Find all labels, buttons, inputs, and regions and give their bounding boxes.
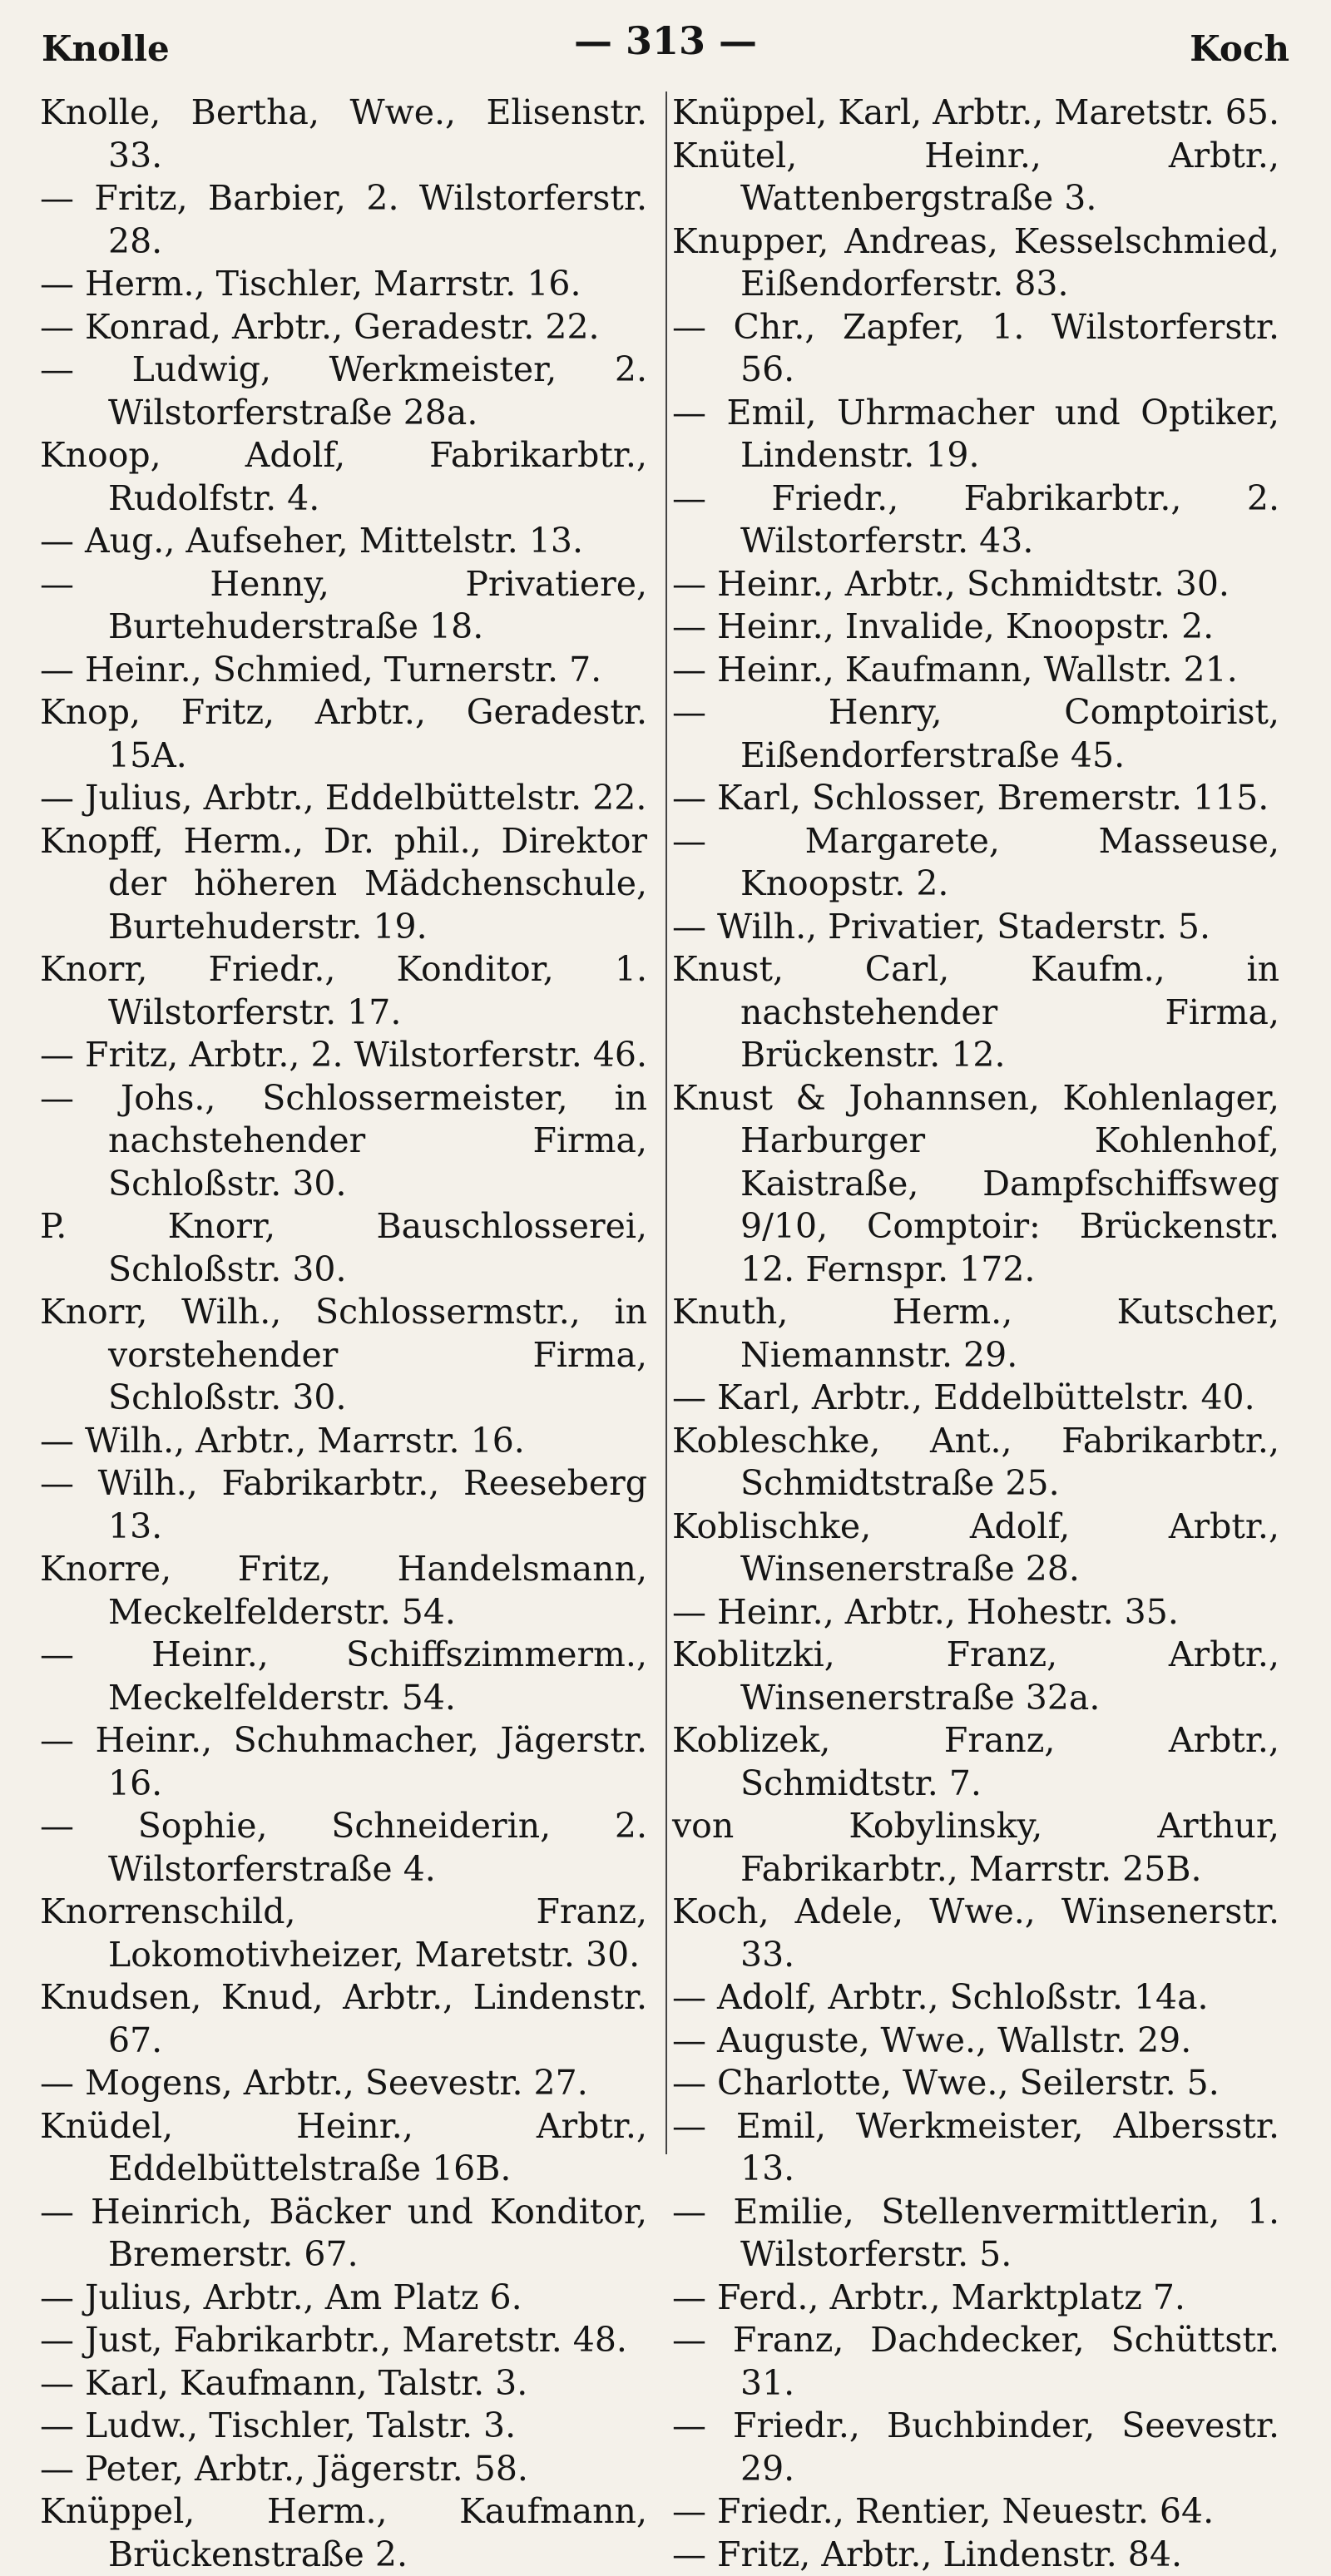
directory-entry: — Wilh., Fabrikarbtr., Reeseberg 13.	[40, 1462, 647, 1548]
directory-entry: Knudsen, Knud, Arbtr., Lindenstr. 67.	[40, 1976, 647, 2062]
directory-entry: Koblizek, Franz, Arbtr., Schmidtstr. 7.	[672, 1719, 1279, 1805]
directory-entry: — Emilie, Stellenvermittlerin, 1. Wilstorferstr. 5.	[672, 2191, 1279, 2277]
directory-entry: — Henry, Comptoirist, Eißendorferstraße 45.	[672, 691, 1279, 777]
directory-entry: — Julius, Arbtr., Eddelbüttelstr. 22.	[40, 777, 647, 820]
directory-entry: — Wilh., Privatier, Staderstr. 5.	[672, 906, 1279, 949]
directory-entry: Knopff, Herm., Dr. phil., Direktor der höheren Mädchenschule, Burtehuderstr. 19.	[40, 820, 647, 949]
directory-entry: — Konrad, Arbtr., Geradestr. 22.	[40, 306, 647, 349]
directory-entry: Knupper, Andreas, Kesselschmied, Eißendorferstr. 83.	[672, 220, 1279, 306]
directory-entry: — Chr., Zapfer, 1. Wilstorferstr. 56.	[672, 306, 1279, 392]
directory-entry: — Auguste, Wwe., Wallstr. 29.	[672, 2020, 1279, 2063]
directory-entry: — Heinr., Arbtr., Schmidtstr. 30.	[672, 563, 1279, 606]
directory-entry: — Friedr., Buchbinder, Seevestr. 29.	[672, 2405, 1279, 2490]
directory-entry: Kobleschke, Ant., Fabrikarbtr., Schmidtstraße 25.	[672, 1420, 1279, 1506]
directory-entry: — Emil, Werkmeister, Albersstr. 13.	[672, 2105, 1279, 2191]
directory-entry: — Ludw., Tischler, Talstr. 3.	[40, 2405, 647, 2448]
directory-entry: Knorr, Friedr., Konditor, 1. Wilstorferstr. 17.	[40, 948, 647, 1034]
directory-entry: — Heinrich, Bäcker und Konditor, Bremerstr. 67.	[40, 2191, 647, 2277]
directory-entry: — Henny, Privatiere, Burtehuderstraße 18.	[40, 563, 647, 649]
directory-entry: — Heinr., Schuhmacher, Jägerstr. 16.	[40, 1719, 647, 1805]
directory-entry: — Franz, Dachdecker, Schüttstr. 31.	[672, 2319, 1279, 2405]
directory-entry: P. Knorr, Bauschlosserei, Schloßstr. 30.	[40, 1205, 647, 1291]
directory-entry: Knolle, Bertha, Wwe., Elisenstr. 33.	[40, 91, 647, 177]
header-right-catchword: Koch	[1190, 28, 1289, 69]
page-number: — 313 —	[42, 18, 1289, 63]
directory-entry: — Heinr., Invalide, Knoopstr. 2.	[672, 606, 1279, 649]
directory-entry: — Heinr., Arbtr., Hohestr. 35.	[672, 1591, 1279, 1634]
directory-entry: — Just, Fabrikarbtr., Maretstr. 48.	[40, 2319, 647, 2362]
directory-entry: — Fritz, Barbier, 2. Wilstorferstr. 28.	[40, 177, 647, 263]
directory-entry: Koblischke, Adolf, Arbtr., Winsenerstraße 28.	[672, 1506, 1279, 1591]
directory-entry: Knorrenschild, Franz, Lokomotivheizer, Maretstr. 30.	[40, 1891, 647, 1976]
directory-entry: Koch, Adele, Wwe., Winsenerstr. 33.	[672, 1891, 1279, 1976]
directory-entry: — Heinr., Schmied, Turnerstr. 7.	[40, 649, 647, 692]
directory-entry: — Fritz, Arbtr., Lindenstr. 84.	[672, 2534, 1279, 2576]
directory-entry: Knüppel, Karl, Arbtr., Maretstr. 65.	[672, 91, 1279, 135]
directory-entry: — Heinr., Schiffszimmerm., Meckelfelderstr. 54.	[40, 1634, 647, 1719]
directory-entry: Knüppel, Herm., Kaufmann, Brückenstraße 2.	[40, 2490, 647, 2576]
directory-entry: Knoop, Adolf, Fabrikarbtr., Rudolfstr. 4.	[40, 434, 647, 520]
directory-entry: — Friedr., Fabrikarbtr., 2. Wilstorferstr. 43.	[672, 477, 1279, 563]
directory-entry: Knust, Carl, Kaufm., in nachstehender Firma, Brückenstr. 12.	[672, 948, 1279, 1077]
page-header	[42, 18, 1289, 77]
directory-entry: — Karl, Schlosser, Bremerstr. 115.	[672, 777, 1279, 820]
directory-entry: — Emil, Uhrmacher und Optiker, Lindenstr. 19.	[672, 392, 1279, 477]
directory-entry: — Sophie, Schneiderin, 2. Wilstorferstraße 4.	[40, 1805, 647, 1891]
directory-entry: — Ferd., Arbtr., Marktplatz 7.	[672, 2277, 1279, 2320]
left-column	[40, 91, 647, 2179]
directory-entry: Knüdel, Heinr., Arbtr., Eddelbüttelstraße 16B.	[40, 2105, 647, 2191]
directory-entry: — Fritz, Arbtr., 2. Wilstorferstr. 46.	[40, 1034, 647, 1077]
directory-entry: — Margarete, Masseuse, Knoopstr. 2.	[672, 820, 1279, 906]
directory-entry: Knütel, Heinr., Arbtr., Wattenbergstraße 3.	[672, 135, 1279, 220]
directory-entry: — Johs., Schlossermeister, in nachstehender Firma, Schloßstr. 30.	[40, 1077, 647, 1206]
directory-entry: von Kobylinsky, Arthur, Fabrikarbtr., Marrstr. 25B.	[672, 1805, 1279, 1891]
directory-entry: — Charlotte, Wwe., Seilerstr. 5.	[672, 2062, 1279, 2105]
directory-entry: — Karl, Kaufmann, Talstr. 3.	[40, 2362, 647, 2405]
directory-entry: — Herm., Tischler, Marrstr. 16.	[40, 263, 647, 306]
directory-entry: Knop, Fritz, Arbtr., Geradestr. 15A.	[40, 691, 647, 777]
directory-entry: — Aug., Aufseher, Mittelstr. 13.	[40, 520, 647, 563]
directory-entry: — Wilh., Arbtr., Marrstr. 16.	[40, 1420, 647, 1463]
directory-entry: — Karl, Arbtr., Eddelbüttelstr. 40.	[672, 1377, 1279, 1420]
right-column	[672, 91, 1279, 2179]
directory-entry: Knorr, Wilh., Schlossermstr., in vorstehender Firma, Schloßstr. 30.	[40, 1291, 647, 1420]
directory-entry: — Peter, Arbtr., Jägerstr. 58.	[40, 2448, 647, 2491]
directory-entry: Knorre, Fritz, Handelsmann, Meckelfelderstr. 54.	[40, 1548, 647, 1634]
directory-entry: — Friedr., Rentier, Neuestr. 64.	[672, 2490, 1279, 2534]
header-left-catchword: Knolle	[42, 28, 170, 69]
directory-entry: — Julius, Arbtr., Am Platz 6.	[40, 2277, 647, 2320]
column-divider	[666, 91, 667, 2154]
directory-entry: — Heinr., Kaufmann, Wallstr. 21.	[672, 649, 1279, 692]
directory-entry: Koblitzki, Franz, Arbtr., Winsenerstraße 32a.	[672, 1634, 1279, 1719]
directory-entry: — Ludwig, Werkmeister, 2. Wilstorferstraße 28a.	[40, 349, 647, 434]
directory-entry: Knust & Johannsen, Kohlenlager, Harburger Kohlenhof, Kaistraße, Dampfschiffsweg 9/10, Comptoir: Brückenstr. 12. Fernspr. 172.	[672, 1077, 1279, 1292]
directory-entry: Knuth, Herm., Kutscher, Niemannstr. 29.	[672, 1291, 1279, 1377]
directory-entry: — Mogens, Arbtr., Seevestr. 27.	[40, 2062, 647, 2105]
directory-entry: — Adolf, Arbtr., Schloßstr. 14a.	[672, 1976, 1279, 2020]
